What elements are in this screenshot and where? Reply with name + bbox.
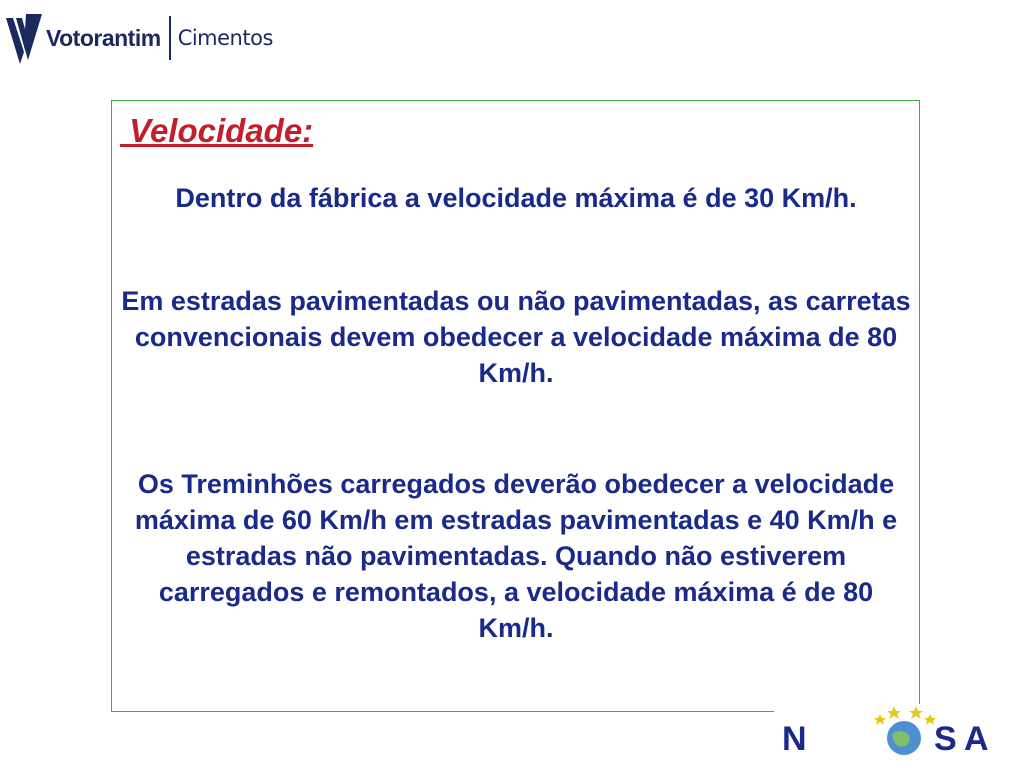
brand-subtitle: Cimentos (177, 26, 273, 50)
brand-name: Votorantim (46, 24, 161, 51)
logo-divider (169, 16, 171, 60)
votorantim-v-icon (4, 10, 44, 66)
paragraph-truck-speed: Em estradas pavimentadas ou não pavimentadas, as carretas convencionais devem obedecer a velocidade máxima de 80 Km/h. (121, 286, 911, 388)
section-heading: Velocidade: (120, 112, 314, 149)
nosa-text: N S A (782, 720, 989, 758)
paragraph-factory-speed: Dentro da fábrica a velocidade máxima é de 30 Km/h. (175, 183, 857, 213)
votorantim-logo (4, 10, 273, 66)
paragraph-treminhao-speed: Os Treminhões carregados deverão obedecer a velocidade máxima de 60 Km/h em estradas pavimentadas e 40 Km/h e estradas não pavimentadas. Quando não estiverem carregados e remontados, a velocidade máxima é de 80 Km/h. (134, 469, 898, 643)
nosa-logo (774, 704, 1006, 760)
